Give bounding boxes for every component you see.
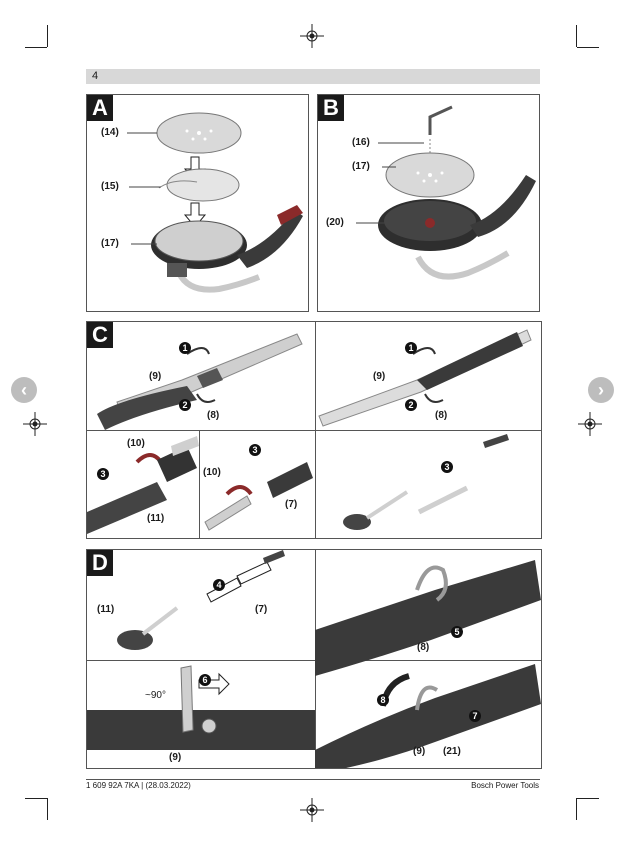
crop-mark — [577, 798, 599, 799]
part-label: (8) — [435, 410, 448, 421]
sander-assembly-illustration — [87, 95, 308, 311]
part-label: (10) — [127, 438, 145, 449]
part-label: (8) — [417, 642, 430, 653]
part-label: (7) — [255, 604, 268, 615]
part-label: (9) — [149, 371, 162, 382]
part-label: (9) — [169, 752, 182, 763]
document-code: 1 609 92A 7KA | (28.03.2022) — [86, 781, 191, 790]
figure-panel-b — [317, 94, 540, 312]
handle-clamp-illustration — [87, 550, 541, 768]
sander-disc-removal-illustration — [318, 95, 539, 311]
panel-letter: C — [87, 322, 113, 348]
step-number: 2 — [179, 399, 191, 411]
crop-mark — [577, 47, 599, 48]
part-label: (15) — [101, 181, 119, 192]
panel-letter: D — [87, 550, 113, 576]
step-number: 5 — [451, 626, 463, 638]
angle-label: ~90° — [145, 690, 166, 701]
panel-letter: B — [318, 95, 344, 121]
part-label: (16) — [352, 137, 370, 148]
step-number: 3 — [249, 444, 261, 456]
chevron-left-icon: ‹ — [21, 379, 27, 400]
page-number: 4 — [92, 70, 99, 82]
footer-rule — [86, 779, 540, 780]
crop-mark — [576, 25, 577, 47]
step-number: 6 — [199, 674, 211, 686]
brand-footer: Bosch Power Tools — [471, 781, 539, 790]
next-page-button[interactable] — [588, 377, 614, 403]
figure-panel-c — [86, 321, 542, 539]
crop-mark — [576, 798, 577, 820]
crop-mark — [25, 47, 47, 48]
extension-tube-illustration — [87, 322, 541, 538]
part-label: (10) — [203, 467, 221, 478]
panel-letter: A — [87, 95, 113, 121]
part-label: (7) — [285, 499, 298, 510]
part-label: (20) — [326, 217, 344, 228]
previous-page-button[interactable] — [11, 377, 37, 403]
step-number: 1 — [179, 342, 191, 354]
page-header-bar — [86, 69, 540, 84]
part-label: (9) — [373, 371, 386, 382]
step-number: 3 — [441, 461, 453, 473]
crop-mark — [47, 25, 48, 47]
part-label: (14) — [101, 127, 119, 138]
part-label: (17) — [101, 238, 119, 249]
figure-panel-d — [86, 549, 542, 769]
part-label: (21) — [443, 746, 461, 757]
part-label: (8) — [207, 410, 220, 421]
crop-mark — [25, 798, 47, 799]
step-number: 4 — [213, 579, 225, 591]
crop-mark — [47, 798, 48, 820]
part-label: (9) — [413, 746, 426, 757]
step-number: 3 — [97, 468, 109, 480]
part-label: (17) — [352, 161, 370, 172]
figure-panel-a — [86, 94, 309, 312]
chevron-right-icon: › — [598, 379, 604, 400]
part-label: (11) — [97, 604, 115, 615]
step-number: 2 — [405, 399, 417, 411]
step-number: 7 — [469, 710, 481, 722]
step-number: 1 — [405, 342, 417, 354]
step-number: 8 — [377, 694, 389, 706]
part-label: (11) — [147, 513, 165, 524]
